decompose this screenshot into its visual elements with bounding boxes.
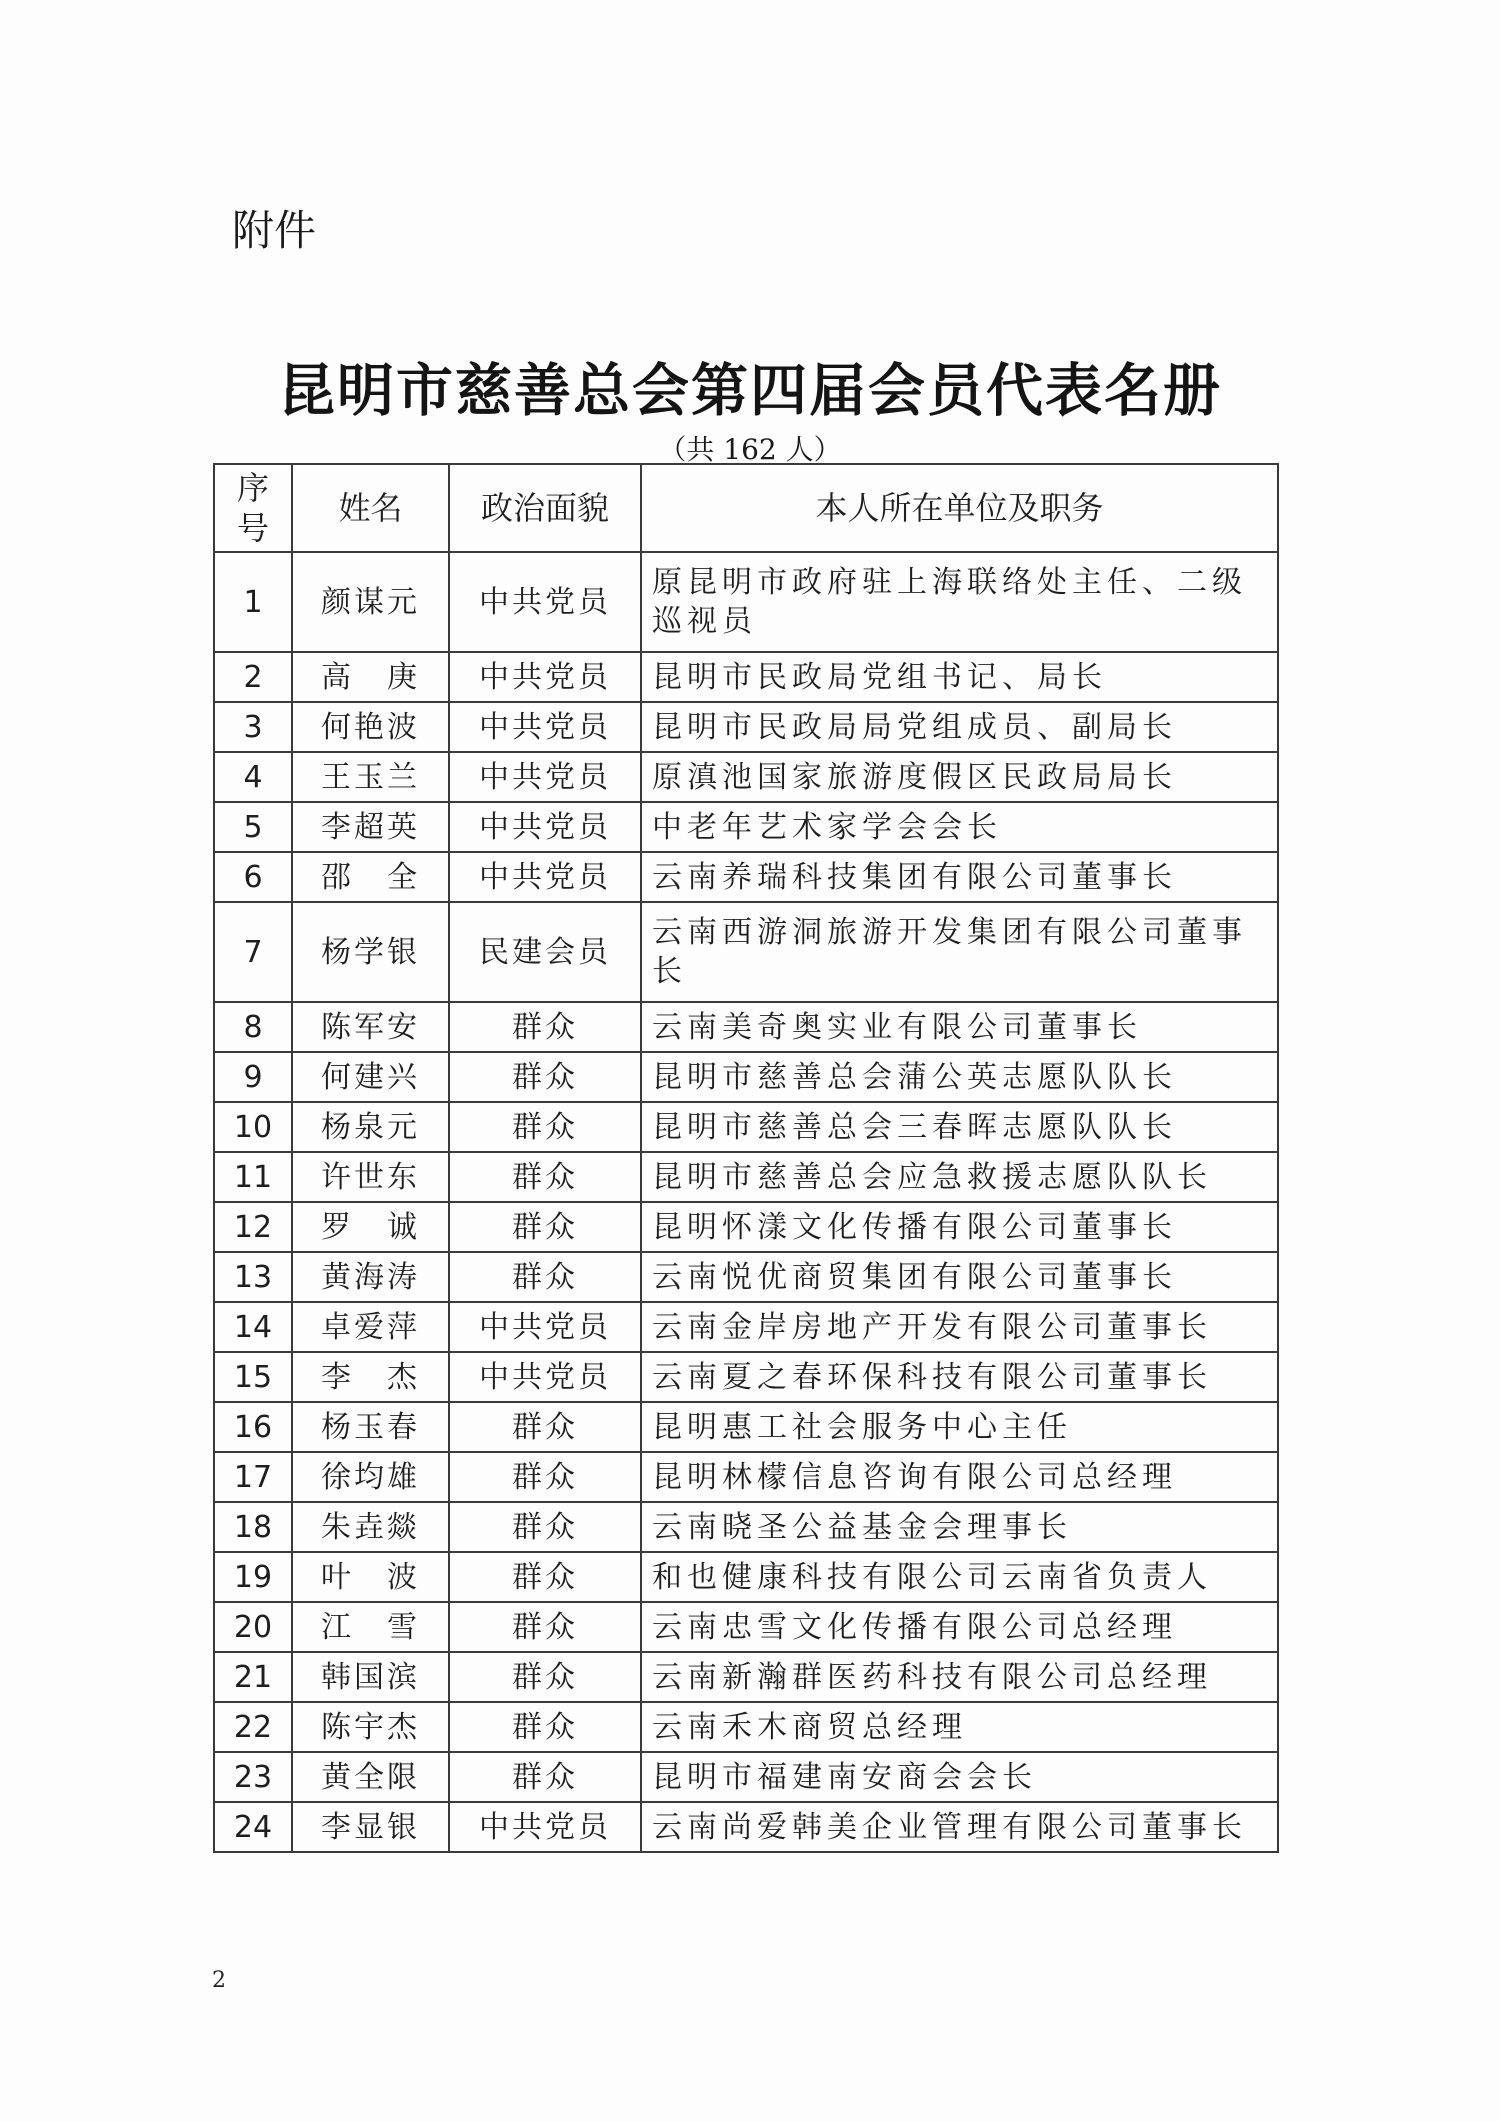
cell-unit: 云南西游洞旅游开发集团有限公司董事长 bbox=[641, 902, 1278, 1002]
cell-political: 群众 bbox=[449, 1752, 641, 1802]
cell-political: 群众 bbox=[449, 1252, 641, 1302]
cell-no: 3 bbox=[214, 702, 292, 752]
cell-name: 何艳波 bbox=[292, 702, 449, 752]
table-row bbox=[214, 1602, 1278, 1652]
cell-political: 群众 bbox=[449, 1602, 641, 1652]
cell-political: 中共党员 bbox=[449, 702, 641, 752]
cell-unit: 云南尚爱韩美企业管理有限公司董事长 bbox=[641, 1802, 1278, 1852]
cell-no: 18 bbox=[214, 1502, 292, 1552]
table-row bbox=[214, 1652, 1278, 1702]
cell-no: 13 bbox=[214, 1252, 292, 1302]
cell-name: 何建兴 bbox=[292, 1052, 449, 1102]
cell-unit: 云南金岸房地产开发有限公司董事长 bbox=[641, 1302, 1278, 1352]
table-row bbox=[214, 1802, 1278, 1852]
cell-unit: 云南新瀚群医药科技有限公司总经理 bbox=[641, 1652, 1278, 1702]
table-row bbox=[214, 1552, 1278, 1602]
cell-unit: 云南禾木商贸总经理 bbox=[641, 1702, 1278, 1752]
cell-unit: 昆明市慈善总会三春晖志愿队队长 bbox=[641, 1102, 1278, 1152]
cell-unit: 昆明市民政局党组书记、局长 bbox=[641, 652, 1278, 702]
cell-unit: 云南夏之春环保科技有限公司董事长 bbox=[641, 1352, 1278, 1402]
cell-no: 20 bbox=[214, 1602, 292, 1652]
cell-name: 李超英 bbox=[292, 802, 449, 852]
table-row bbox=[214, 1052, 1278, 1102]
cell-name: 李显银 bbox=[292, 1802, 449, 1852]
cell-political: 群众 bbox=[449, 1552, 641, 1602]
cell-unit: 原滇池国家旅游度假区民政局局长 bbox=[641, 752, 1278, 802]
cell-no: 23 bbox=[214, 1752, 292, 1802]
table-row bbox=[214, 1452, 1278, 1502]
document-title: 昆明市慈善总会第四届会员代表名册 bbox=[278, 357, 1222, 424]
cell-name: 杨学银 bbox=[292, 902, 449, 1002]
cell-name: 卓爱萍 bbox=[292, 1302, 449, 1352]
cell-name: 陈宇杰 bbox=[292, 1702, 449, 1752]
cell-unit: 昆明怀漾文化传播有限公司董事长 bbox=[641, 1202, 1278, 1252]
cell-political: 群众 bbox=[449, 1702, 641, 1752]
attachment-label: 附件 bbox=[232, 206, 317, 255]
table-row bbox=[214, 1202, 1278, 1252]
cell-unit: 中老年艺术家学会会长 bbox=[641, 802, 1278, 852]
table-row bbox=[214, 1102, 1278, 1152]
cell-unit: 昆明市慈善总会应急救援志愿队队长 bbox=[641, 1152, 1278, 1202]
cell-political: 群众 bbox=[449, 1502, 641, 1552]
cell-unit: 昆明市慈善总会蒲公英志愿队队长 bbox=[641, 1052, 1278, 1102]
table-row bbox=[214, 1502, 1278, 1552]
header-political: 政治面貌 bbox=[449, 464, 641, 552]
cell-unit: 云南美奇奥实业有限公司董事长 bbox=[641, 1002, 1278, 1052]
cell-unit: 昆明市福建南安商会会长 bbox=[641, 1752, 1278, 1802]
cell-no: 12 bbox=[214, 1202, 292, 1252]
cell-political: 中共党员 bbox=[449, 652, 641, 702]
cell-name: 罗 诚 bbox=[292, 1202, 449, 1252]
cell-name: 陈军安 bbox=[292, 1002, 449, 1052]
cell-name: 李 杰 bbox=[292, 1352, 449, 1402]
cell-name: 高 庚 bbox=[292, 652, 449, 702]
cell-no: 16 bbox=[214, 1402, 292, 1452]
header-unit: 本人所在单位及职务 bbox=[641, 464, 1278, 552]
cell-political: 中共党员 bbox=[449, 752, 641, 802]
cell-name: 叶 波 bbox=[292, 1552, 449, 1602]
cell-unit: 昆明市民政局局党组成员、副局长 bbox=[641, 702, 1278, 752]
table-row bbox=[214, 1252, 1278, 1302]
cell-political: 群众 bbox=[449, 1102, 641, 1152]
cell-unit: 云南养瑞科技集团有限公司董事长 bbox=[641, 852, 1278, 902]
table-row bbox=[214, 802, 1278, 852]
header-row bbox=[214, 464, 1278, 552]
header-name: 姓名 bbox=[292, 464, 449, 552]
cell-no: 9 bbox=[214, 1052, 292, 1102]
cell-no: 4 bbox=[214, 752, 292, 802]
cell-no: 6 bbox=[214, 852, 292, 902]
cell-political: 中共党员 bbox=[449, 1302, 641, 1352]
table-row bbox=[214, 1302, 1278, 1352]
table-row bbox=[214, 1002, 1278, 1052]
cell-no: 5 bbox=[214, 802, 292, 852]
cell-no: 22 bbox=[214, 1702, 292, 1752]
member-count: （共 162 人） bbox=[658, 433, 842, 466]
cell-no: 17 bbox=[214, 1452, 292, 1502]
cell-no: 2 bbox=[214, 652, 292, 702]
cell-political: 群众 bbox=[449, 1402, 641, 1452]
cell-no: 8 bbox=[214, 1002, 292, 1052]
cell-name: 韩国滨 bbox=[292, 1652, 449, 1702]
cell-name: 许世东 bbox=[292, 1152, 449, 1202]
header-no: 序号 bbox=[214, 464, 292, 552]
table-row bbox=[214, 1402, 1278, 1452]
cell-name: 江 雪 bbox=[292, 1602, 449, 1652]
cell-political: 中共党员 bbox=[449, 1802, 641, 1852]
cell-unit: 云南悦优商贸集团有限公司董事长 bbox=[641, 1252, 1278, 1302]
table-row bbox=[214, 752, 1278, 802]
table-row bbox=[214, 702, 1278, 752]
table-row bbox=[214, 652, 1278, 702]
table-row bbox=[214, 1352, 1278, 1402]
cell-unit: 昆明林檬信息咨询有限公司总经理 bbox=[641, 1452, 1278, 1502]
cell-political: 群众 bbox=[449, 1052, 641, 1102]
cell-no: 1 bbox=[214, 552, 292, 652]
member-roster-table bbox=[213, 463, 1279, 1853]
cell-name: 徐均雄 bbox=[292, 1452, 449, 1502]
cell-name: 黄全限 bbox=[292, 1752, 449, 1802]
cell-political: 中共党员 bbox=[449, 802, 641, 852]
cell-no: 14 bbox=[214, 1302, 292, 1352]
cell-political: 中共党员 bbox=[449, 552, 641, 652]
cell-no: 7 bbox=[214, 902, 292, 1002]
cell-unit: 原昆明市政府驻上海联络处主任、二级巡视员 bbox=[641, 552, 1278, 652]
cell-unit: 昆明惠工社会服务中心主任 bbox=[641, 1402, 1278, 1452]
cell-political: 群众 bbox=[449, 1152, 641, 1202]
cell-name: 杨泉元 bbox=[292, 1102, 449, 1152]
cell-political: 民建会员 bbox=[449, 902, 641, 1002]
table-row bbox=[214, 1702, 1278, 1752]
table-row bbox=[214, 1152, 1278, 1202]
cell-political: 群众 bbox=[449, 1002, 641, 1052]
cell-political: 中共党员 bbox=[449, 852, 641, 902]
cell-name: 颜谋元 bbox=[292, 552, 449, 652]
cell-political: 群众 bbox=[449, 1652, 641, 1702]
cell-no: 21 bbox=[214, 1652, 292, 1702]
page-number: 2 bbox=[212, 1968, 226, 1993]
cell-name: 邵 全 bbox=[292, 852, 449, 902]
cell-no: 24 bbox=[214, 1802, 292, 1852]
table-row bbox=[214, 902, 1278, 1002]
table-row bbox=[214, 552, 1278, 652]
cell-political: 群众 bbox=[449, 1452, 641, 1502]
cell-no: 11 bbox=[214, 1152, 292, 1202]
table-row bbox=[214, 852, 1278, 902]
table-row bbox=[214, 1752, 1278, 1802]
cell-unit: 云南忠雪文化传播有限公司总经理 bbox=[641, 1602, 1278, 1652]
cell-unit: 云南晓圣公益基金会理事长 bbox=[641, 1502, 1278, 1552]
cell-name: 杨玉春 bbox=[292, 1402, 449, 1452]
cell-political: 群众 bbox=[449, 1202, 641, 1252]
cell-no: 15 bbox=[214, 1352, 292, 1402]
cell-no: 10 bbox=[214, 1102, 292, 1152]
cell-political: 中共党员 bbox=[449, 1352, 641, 1402]
cell-no: 19 bbox=[214, 1552, 292, 1602]
cell-unit: 和也健康科技有限公司云南省负责人 bbox=[641, 1552, 1278, 1602]
cell-name: 黄海涛 bbox=[292, 1252, 449, 1302]
cell-name: 朱垚燚 bbox=[292, 1502, 449, 1552]
cell-name: 王玉兰 bbox=[292, 752, 449, 802]
